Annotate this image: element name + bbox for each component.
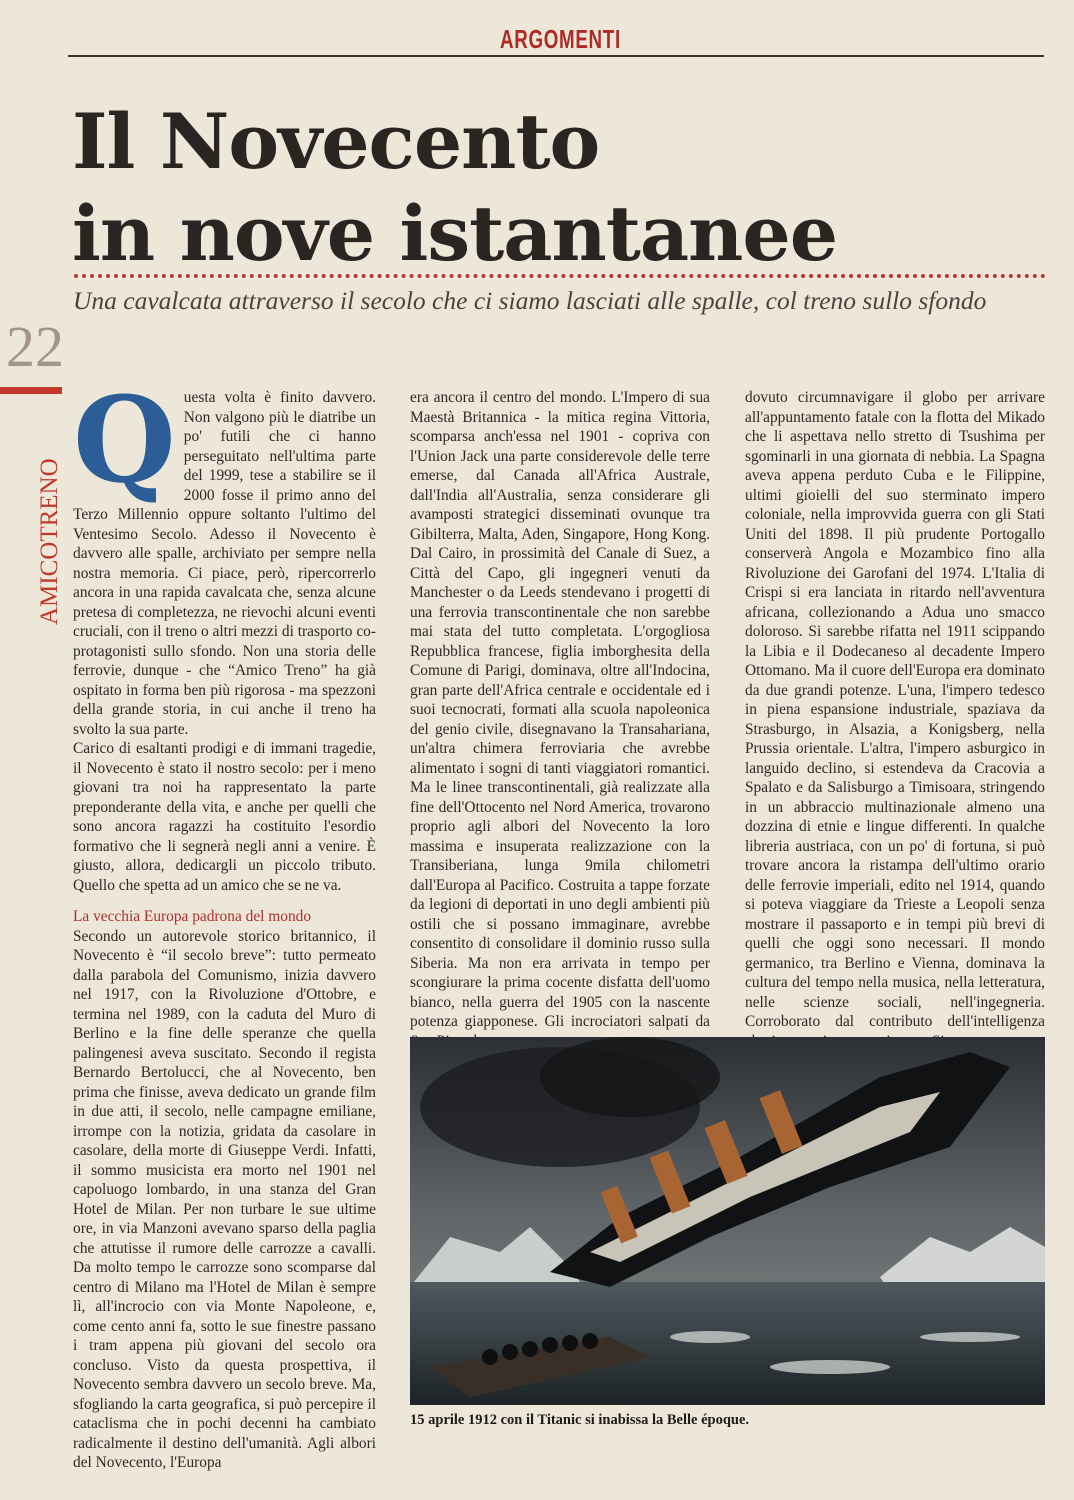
section-subhead: La vecchia Europa padrona del mondo xyxy=(73,908,312,925)
text-column-2 xyxy=(410,388,710,1051)
paragraph-column-3: dovuto circumnavigare il globo per arrivare all'appuntamento fatale con la flotta del Mikado che li aspettava nello stretto di Tsushima per sgominarli in una giornata di nebbia. La Spagna aveva appena perduto Cuba e le Filippine, ultimi gioielli del suo sterminato impero coloniale, nella improvvida guerra con gli Stati Uniti del 1898. Il più prudente Portogallo conserverà Angola e Mozambico fino alla Rivoluzione dei Garofani del 1974. L'Italia di Crispi si era lanciata in ritardo nell'avventura africana, collezionando a Adua uno smacco doloroso. Si sarebbe rifatta nel 1911 scippando la Libia e il Dodecaneso al decadente Impero Ottomano. Ma il cuore dell'Europa era dominato da due grandi potenze. L'una, l'impero tedesco in piena espansione industriale, spaziava da Strasburgo, in Alsazia, a Konigsberg, nella Prussia orientale. L'altra, l'impero asburgico in languido declino, si estendeva da Cracovia a Spalato e da Salisburgo a Timisoara, stringendo in un abbraccio multinazionale almeno una dozzina di etnie e lingue differenti. In qualche libreria austriaca, con un po' di fortuna, si può trovare ancora la ristampa dell'ultimo orario delle ferrovie imperiali, edito nel 1914, quando si poteva viaggiare da Trieste a Leopoli senza mostrare il passaporto e in tempi più brevi di quelli che oggi sono necessari. Il mondo germanico, tra Berlino e Vienna, dominava la cultura del tempo nella musica, nella letteratura, nelle scienze sociali, nell'ingegneria. Corroborato dal contributo dell'intelligenza xyxy=(745,389,1045,1030)
figure-caption: 15 aprile 1912 con il Titanic si inabissa la Belle époque. xyxy=(410,1412,750,1428)
dotted-divider xyxy=(74,274,1046,278)
dropcap: Q xyxy=(73,370,176,509)
paragraph-secolo-breve: Secondo un autorevole storico britannico, il Novecento è “il secolo breve”: tutto permeato dalla parabola del Comunismo, inizia davvero nel 1917, con la Rivoluzione d'Ottobre, e termina nel 1989, con la caduta del Muro di Berlino e la fine delle speranze che quella palingenesi aveva suscitato. Secondo il regista Bernardo Bertolucci, che al Novecento, ben prima che finisse, aveva dedicato un grande film in due atti, il secolo, nelle campagne emiliane, irrompe con la notizia, gridata da casolare in casolare, della morte di Giuseppe Verdi. Infatti, il sommo musicista era morto nel 1901 nel capoluogo lombardo, in una stanza del Gran Hotel de Milan. Per non turbare le sue ultime ore, in via Manzoni avevano sparso della paglia che attutisse il rumore delle carrozze a cavalli. Da molto tempo le carrozze sono scomparse dal centro di Milano ma l'Hotel de Milan è sempre lì, all'incrocio con via Monte Napoleone, e, come cento anni fa, sotto le sue finestre passano i tram appena più giovani del secolo ora concluso. Visto da questa prospettiva, il Novecento sembra davvero un secolo breve. Ma, sfogliando la carta geografica, si può percepire il cataclisma che in pochi decenni ha cambiato radicalmente il destino dell'umanità. Agli albori del Novecento, l'Europa xyxy=(73,927,376,1471)
magazine-name-vertical: AMICOTRENO xyxy=(36,458,63,625)
title-line-1: Il Novecento xyxy=(72,97,600,186)
page-number: 22 xyxy=(6,314,64,379)
text-column-3 xyxy=(745,388,1045,1051)
article-title xyxy=(72,96,837,280)
article-subtitle: Una cavalcata attraverso il secolo che ci siamo lasciati alle spalle, col treno sullo sfondo xyxy=(73,286,987,315)
red-accent-bar xyxy=(0,387,62,394)
paragraph-column-2: era ancora il centro del mondo. L'Impero di sua Maestà Britannica - la mitica regina Vittoria, scomparsa anch'essa nel 1901 - copriva con l'Union Jack una parte considerevole delle terre emerse, dal Canada all'Africa Australe, dall'India all'Australia, senza considerare gli avamposti strategici disseminati ovunque tra Gibilterra, Malta, Aden, Singapore, Hong Kong. Dal Cairo, in prossimità del Canale di Suez, a Città del Capo, gli ingegneri venuti da Manchester o da Leeds stendevano i progetti di una ferrovia transcontinentale che non sarebbe mai stata del tutto completata. L'orgogliosa Repubblica francese, figlia imborghesita della Comune di Parigi, dominava, oltre all'Indocina, gran parte dell'Africa centrale e occidentale ed i suoi tecnocrati, formati alla scuola napoleonica del genio civile, disegnavano la Transahariana, un'altra chimera ferroviaria che avrebbe alimentato i sogni di tanti viaggiatori romantici. Ma le linee transcontinentali, già realizzate alla fine dell'Ottocento nel Nord America, trovarono proprio agli albori del Novecento la loro massima e insuperata realizzazione con la Transiberiana, lunga 9mila chilometri dall'Europa al Pacifico. Costruita a tappe forzate da legioni di deportati in uno degli ambienti più ostili che si possano immaginare, avrebbe consentito di consolidare il dominio russo sulla Siberia. Ma non era arrivata in tempo per scongiurare la prima cocente disfatta dell'uomo bianco, nella guerra del 1905 con la nascente potenza giapponese. Gli incrociatori salpati da xyxy=(410,389,710,1030)
paragraph-intro: uesta volta è finito davvero. Non valgono più le diatribe un po' futili che ci hanno perseguitato nell'ultima parte del 1999, tese a stabilire se il 2000 fosse il primo anno del Terzo Millennio oppure soltanto l'ultimo del Ventesimo Secolo. Adesso il Novecento è davvero alle spalle, archiviato per sempre nella nostra memoria. Ci piace, però, ripercorrerlo ancora in una rapida cavalcata che, senza alcune pretesa di completezza, ne rievochi alcuni eventi cruciali, con il treno o altri mezzi di trasporto co-protagonisti sullo sfondo. Non una storia delle ferrovie, dunque - che “Amico Treno” ha già ospitato in forma ben più rigorosa - ma spezzoni della grande storia, in cui anche il treno ha svolto la sua parte. xyxy=(73,389,376,738)
header-rule xyxy=(68,55,1044,57)
title-line-2: in nove istantanee xyxy=(72,189,838,278)
text-column-1 xyxy=(73,370,376,1473)
section-tag: ARGOMENTI xyxy=(500,24,621,54)
paragraph-tribute: Carico di esaltanti prodigi e di immani tragedie, il Novecento è stato il nostro secolo: per i meno giovani tra noi ha rappresentato la parte preponderante della vita, e anche per quelli che sono ancora ragazzi ha costituito l'esordio formativo che li segnerà negli anni a venire. È giusto, allora, dedicargli un piccolo tributo. Quello che spetta ad un amico che se ne va. xyxy=(73,740,376,894)
titanic-sinking-illustration xyxy=(410,1037,1045,1405)
